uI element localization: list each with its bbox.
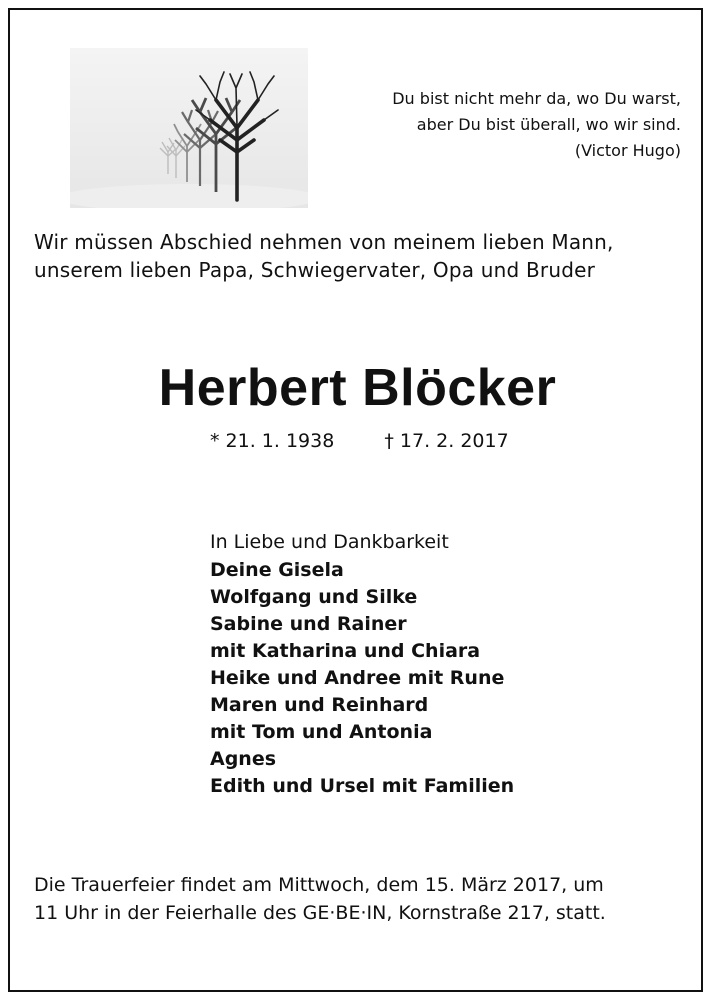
- mourner-name: Edith und Ursel mit Familien: [210, 775, 515, 797]
- mourner-name: Deine Gisela: [210, 559, 344, 581]
- mourners-lead: In Liebe und Dankbarkeit: [210, 531, 449, 553]
- mourner-name: mit Katharina und Chiara: [210, 640, 481, 662]
- deceased-name: Herbert Blöcker: [158, 359, 557, 417]
- mourners-list: [210, 557, 514, 800]
- intro-line: unserem lieben Papa, Schwiegervater, Opa und Bruder: [34, 258, 596, 282]
- winter-trees-image: [70, 48, 308, 208]
- ceremony-line: 11 Uhr in der Feierhalle des GE·BE·IN, Kornstraße 217, statt.: [34, 902, 606, 924]
- death-date: † 17. 2. 2017: [384, 430, 509, 452]
- mourner-name: Wolfgang und Silke: [210, 586, 418, 608]
- mourner-name: Agnes: [210, 748, 277, 770]
- winter-trees-photo: [70, 48, 308, 208]
- quote-block: [392, 86, 681, 164]
- intro-text: [34, 228, 694, 284]
- birth-date: * 21. 1. 1938: [210, 430, 335, 452]
- mourners-block: [210, 527, 514, 800]
- mourner-name: mit Tom und Antonia: [210, 721, 433, 743]
- ceremony-notice: [34, 871, 694, 927]
- ceremony-line: Die Trauerfeier findet am Mittwoch, dem 15. März 2017, um: [34, 874, 604, 896]
- mourner-name: Sabine und Rainer: [210, 613, 407, 635]
- quote-line: aber Du bist überall, wo wir sind.: [416, 115, 681, 134]
- quote-line: Du bist nicht mehr da, wo Du warst,: [392, 89, 681, 108]
- mourner-name: Maren und Reinhard: [210, 694, 429, 716]
- quote-author: (Victor Hugo): [574, 141, 681, 160]
- life-dates: [210, 430, 509, 452]
- intro-line: Wir müssen Abschied nehmen von meinem lieben Mann,: [34, 230, 614, 254]
- mourner-name: Heike und Andree mit Rune: [210, 667, 505, 689]
